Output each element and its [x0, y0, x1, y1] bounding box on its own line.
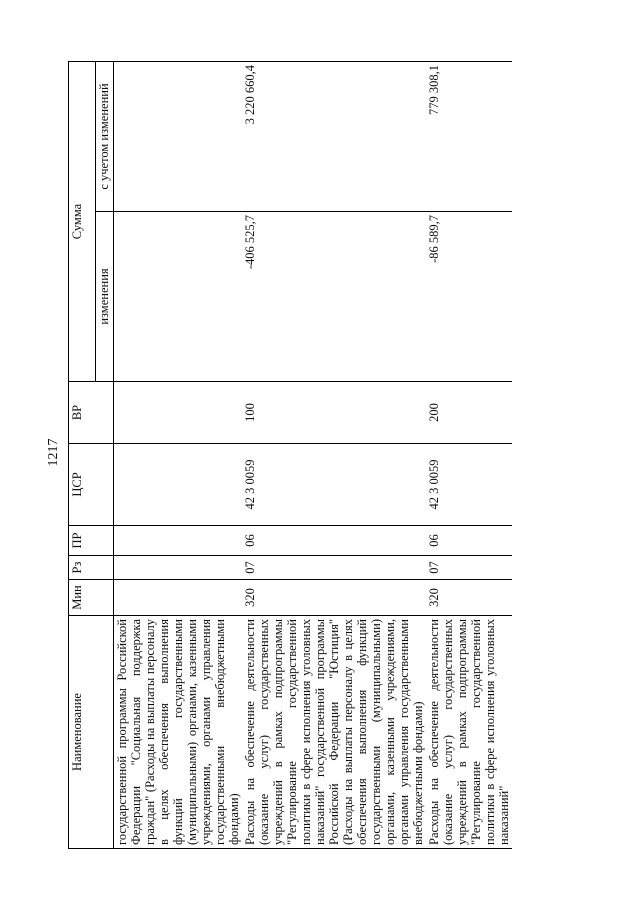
row-rz	[114, 556, 243, 580]
row-vr: 100	[242, 382, 426, 444]
row-pr: 06	[242, 526, 426, 556]
table-row	[242, 62, 426, 849]
header-rz: Рз	[69, 556, 114, 580]
row-csr	[114, 444, 243, 526]
header-csr: ЦСР	[69, 444, 114, 526]
row-name: государственной программы Российской Федерации "Социальная поддержка граждан" (Расходы на выплаты персоналу в целях обеспечения выполнения функций государственными (муниципальными) органами, казенными учреждениями, органами управления государственными внебюджетными фондами)	[114, 616, 243, 849]
header-with-change: с учетом изменений	[96, 62, 114, 212]
page-number: 1217	[46, 438, 61, 467]
table-row	[114, 62, 243, 849]
header-name: Наименование	[69, 616, 114, 849]
header-sum: Сумма	[69, 62, 96, 382]
table-body	[114, 62, 513, 849]
row-name: Расходы на обеспечение деятельности (оказание услуг) государственных учреждений в рамках подпрограммы "Регулирование государственной политики в сфере исполнения уголовных наказаний"	[426, 616, 512, 849]
row-pr: 06	[426, 526, 512, 556]
row-change	[114, 212, 243, 382]
row-min	[114, 580, 243, 616]
table-header	[69, 62, 114, 849]
header-pr: ПР	[69, 526, 114, 556]
row-rz: 07	[426, 556, 512, 580]
row-csr: 42 3 0059	[242, 444, 426, 526]
row-with-change	[114, 62, 243, 212]
row-csr: 42 3 0059	[426, 444, 512, 526]
row-change: -86 589,7	[426, 212, 512, 382]
row-with-change: 3 220 660,4	[242, 62, 426, 212]
row-rz: 07	[242, 556, 426, 580]
row-min: 320	[426, 580, 512, 616]
row-vr	[114, 382, 243, 444]
rotated-page-content	[68, 62, 571, 849]
header-vr: ВР	[69, 382, 114, 444]
table-row	[426, 62, 512, 849]
row-change: -406 525,7	[242, 212, 426, 382]
header-change: изменения	[96, 212, 114, 382]
row-with-change: 779 308,1	[426, 62, 512, 212]
budget-table	[68, 61, 512, 849]
row-name: Расходы на обеспечение деятельности (оказание услуг) государственных учреждений в рамках подпрограммы "Регулирование государственной политики в сфере исполнения уголовных наказаний" государственной программы Российской Федерации "Юстиция" (Расходы на выплаты персоналу в целях обеспечения выполнения функций государственными (муниципальными) органами, казенными учреждениями, органами управления государственными внебюджетными фондами)	[242, 616, 426, 849]
row-pr	[114, 526, 243, 556]
row-min: 320	[242, 580, 426, 616]
row-vr: 200	[426, 382, 512, 444]
header-min: Мин	[69, 580, 114, 616]
